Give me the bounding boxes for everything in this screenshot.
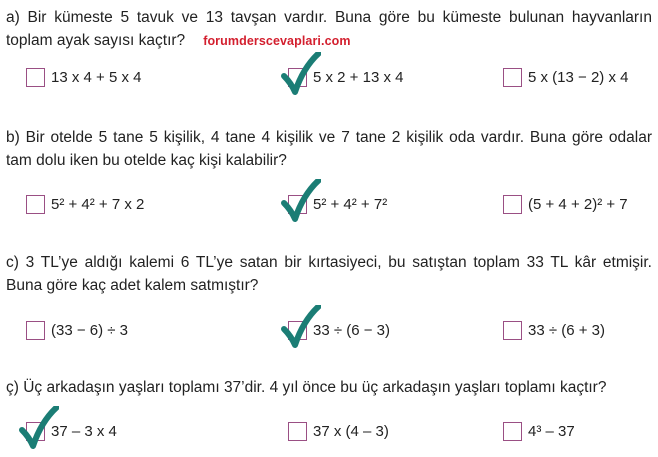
option-b-2[interactable] [288,192,387,216]
question-a-line-1: a) Bir kümeste 5 tavuk ve 13 tavşan vardır. Buna göre bu kümeste bulunan hayvanların [6,9,652,26]
question-cc-line-1: ç) Üç arkadaşın yaşları toplamı 37’dir. 4 yıl önce bu üç arkadaşın yaşları toplamı kaçtır? [6,379,607,396]
option-c-2[interactable] [288,318,390,342]
option-a-1[interactable] [26,65,141,89]
checkbox-c-1[interactable] [26,321,45,340]
option-a-2[interactable] [288,65,403,89]
question-a [6,6,652,53]
option-c-1-label: (33 − 6) ÷ 3 [51,321,129,339]
option-c-2-label: 33 ÷ (6 − 3) [313,321,391,339]
question-cc [6,376,652,399]
checkbox-c-2[interactable] [288,321,307,340]
question-c [6,251,652,297]
question-a-line-2-row [6,29,652,53]
checkbox-cc-2[interactable] [288,422,307,441]
option-cc-1-label: 37 – 3 x 4 [51,422,117,440]
checkbox-cc-3[interactable] [503,422,522,441]
checkbox-b-2[interactable] [288,195,307,214]
watermark-text: forumderscevaplari.com [203,34,351,48]
option-b-2-label: 5² + 4² + 7² [313,195,388,213]
option-b-1-label: 5² + 4² + 7 x 2 [51,195,145,213]
checkbox-cc-1[interactable] [26,422,45,441]
option-a-3-label: 5 x (13 − 2) x 4 [528,68,629,86]
option-a-1-label: 13 x 4 + 5 x 4 [51,68,142,86]
option-cc-1[interactable] [26,419,117,443]
option-cc-3-label: 4³ – 37 [528,422,575,440]
option-b-1[interactable] [26,192,144,216]
option-b-3[interactable] [503,192,628,216]
checkbox-c-3[interactable] [503,321,522,340]
question-b-line-1: b) Bir otelde 5 tane 5 kişilik, 4 tane 4 kişilik ve 7 tane 2 kişilik oda vardır. Buna göre odalar [6,129,652,146]
checkbox-a-2[interactable] [288,68,307,87]
option-cc-2[interactable] [288,419,389,443]
question-c-line-1: c) 3 TL’ye aldığı kalemi 6 TL’ye satan bir kırtasiyeci, bu satıştan toplam 33 TL kâr etmişir. [6,254,652,271]
checkbox-a-1[interactable] [26,68,45,87]
checkbox-b-1[interactable] [26,195,45,214]
checkbox-a-3[interactable] [503,68,522,87]
option-c-3-label: 33 ÷ (6 + 3) [528,321,606,339]
question-b [6,126,652,172]
checkbox-b-3[interactable] [503,195,522,214]
option-cc-2-label: 37 x (4 – 3) [313,422,389,440]
option-c-3[interactable] [503,318,605,342]
question-b-line-2: tam dolu iken bu otelde kaç kişi kalabilir? [6,152,287,169]
option-b-3-label: (5 + 4 + 2)² + 7 [528,195,628,213]
option-a-2-label: 5 x 2 + 13 x 4 [313,68,404,86]
option-cc-3[interactable] [503,419,575,443]
option-a-3[interactable] [503,65,628,89]
question-c-line-2: Buna göre kaç adet kalem satmıştır? [6,277,259,294]
question-a-line-2: toplam ayak sayısı kaçtır? [6,32,186,49]
option-c-1[interactable] [26,318,128,342]
